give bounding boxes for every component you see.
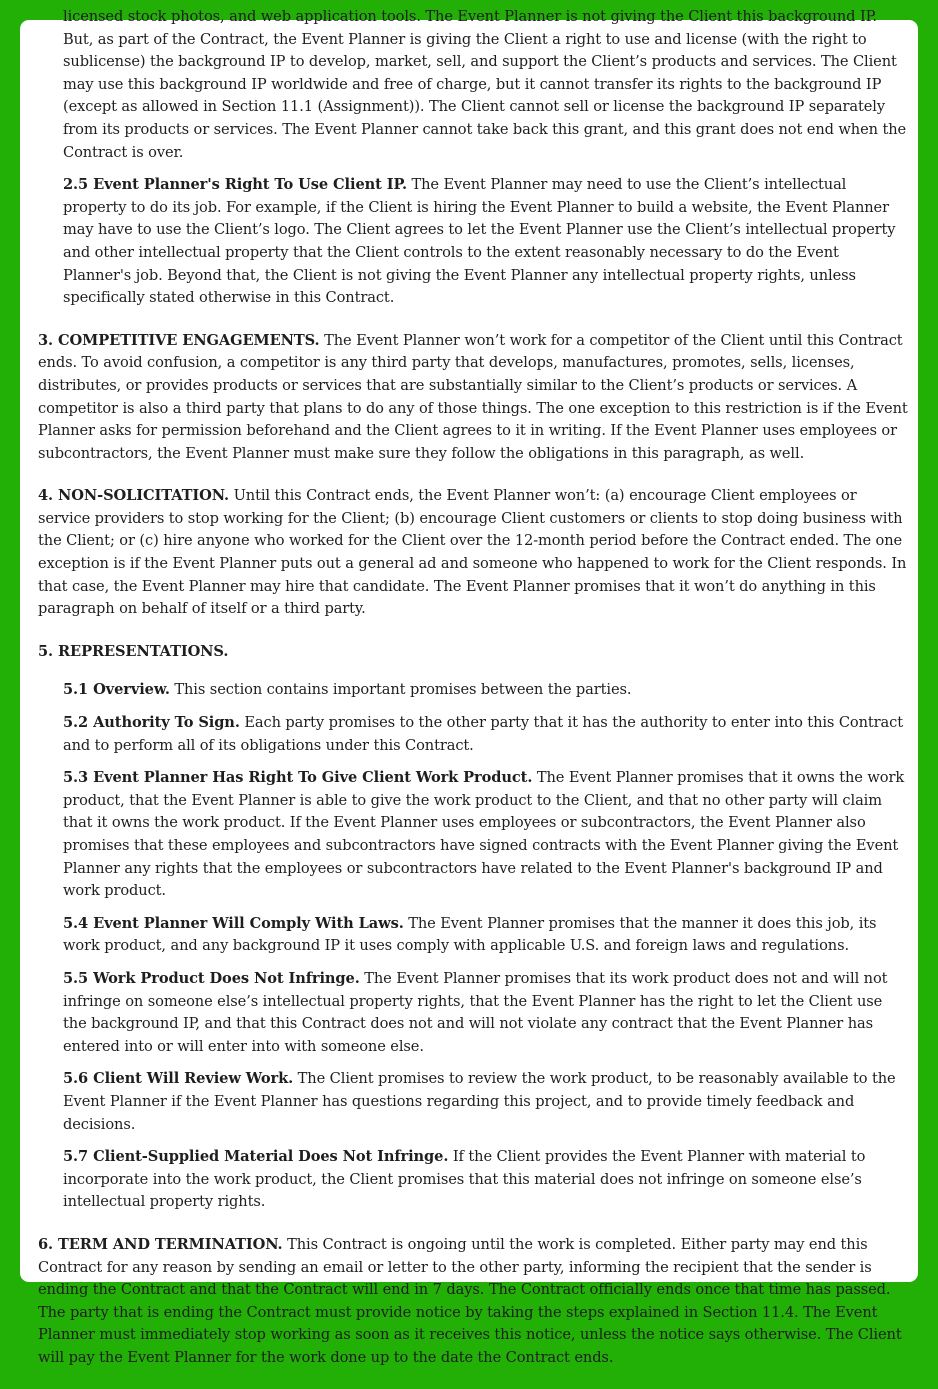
- section-5-1: [63, 679, 908, 702]
- section-3-heading: 3. COMPETITIVE ENGAGEMENTS.: [38, 331, 320, 349]
- section-5-6-text: The Client promises to review the work product, to be reasonably available to the Event Planner if the Event Planner has questions regarding this project, and to provide timely feedback and decisions.: [63, 1070, 896, 1133]
- section-2-5: [63, 174, 908, 310]
- section-5-5-text: The Event Planner promises that its work product does not and will not infringe on someone else’s intellectual property rights, that the Event Planner has the right to let the Client use the background IP, and that this Contract does not and will not violate any contract that the Event Planner has entered into or will enter into with someone else.: [63, 969, 888, 1055]
- section-3: [38, 330, 908, 466]
- section-5-7: [63, 1146, 908, 1214]
- continuation-paragraph: licensed stock photos, and web application tools. The Event Planner is not giving the Client this background IP. But, as part of the Contract, the Event Planner is giving the Client a right to use and license (with the right to sublicense) the background IP to develop, market, sell, and support the Client’s products and services. The Client may use this background IP worldwide and free of charge, but it cannot transfer its rights to the background IP (except as allowed in Section 11.1 (Assignment)). The Client cannot sell or license the background IP separately from its products or services. The Event Planner cannot take back this grant, and this grant does not end when the Contract is over.: [63, 8, 907, 161]
- document-body: [38, 6, 908, 1389]
- section-5-2-heading: 5.2 Authority To Sign.: [63, 714, 240, 732]
- section-6-text: This Contract is ongoing until the work is completed. Either party may end this Contract for any reason by sending an email or letter to the other party, informing the recipient that the sender is ending the Contract and that the Contract will end in 7 days. The Contract officially ends once that time has passed. The party that is ending the Contract must provide notice by taking the steps explained in Section 11.4. The Event Planner must immediately stop working as soon as it receives this notice, unless the notice says otherwise. The Client will pay the Event Planner for the work done up to the date the Contract ends.: [38, 1235, 902, 1366]
- section-5-5-heading: 5.5 Work Product Does Not Infringe.: [63, 969, 360, 987]
- section-4-text: Until this Contract ends, the Event Planner won’t: (a) encourage Client employees or service providers to stop working for the Client; (b) encourage Client customers or clients to stop doing business with the Client; or (c) hire anyone who worked for the Client over the 12-month period before the Contract ended. The one exception is if the Event Planner puts out a general ad and someone who happened to work for the Client responds. In that case, the Event Planner may hire that candidate. The Event Planner promises that it won’t do anything in this paragraph on behalf of itself or a third party.: [38, 487, 907, 618]
- section-5-heading: 5. REPRESENTATIONS.: [38, 642, 229, 660]
- section-5-3-text: The Event Planner promises that it owns the work product, that the Event Planner is able to give the work product to the Client, and that no other party will claim that it owns the work product. If the Event Planner uses employees or subcontractors, the Event Planner also promises that these employees and subcontractors have signed contracts with the Event Planner giving the Event Planner any rights that the employees or subcontractors have related to the Event Planner's background IP and work product.: [63, 769, 905, 900]
- section-4: [38, 485, 908, 621]
- section-5-6: [63, 1068, 908, 1136]
- section-5-7-text: If the Client provides the Event Planner with material to incorporate into the work product, the Client promises that this material does not infringe on someone else’s intellectual property rights.: [63, 1148, 866, 1211]
- section-5-2-text: Each party promises to the other party that it has the authority to enter into this Contract and to perform all of its obligations under this Contract.: [63, 714, 903, 754]
- section-6-heading: 6. TERM AND TERMINATION.: [38, 1235, 283, 1253]
- section-5-4-heading: 5.4 Event Planner Will Comply With Laws.: [63, 914, 404, 932]
- section-5-6-heading: 5.6 Client Will Review Work.: [63, 1070, 294, 1088]
- section-5-7-heading: 5.7 Client-Supplied Material Does Not Infringe.: [63, 1148, 449, 1166]
- section-5-5: [63, 968, 908, 1058]
- section-5-4-text: The Event Planner promises that the manner it does this job, its work product, and any background IP it uses comply with applicable U.S. and foreign laws and regulations.: [63, 914, 877, 955]
- section-5-4: [63, 913, 908, 958]
- document-page: [20, 8, 918, 1366]
- section-5-3: [63, 767, 908, 903]
- section-4-heading: 4. NON-SOLICITATION.: [38, 487, 230, 505]
- section-5: [38, 641, 908, 664]
- section-5-1-heading: 5.1 Overview.: [63, 681, 170, 699]
- section-6: [38, 1234, 908, 1370]
- section-2-5-heading: 2.5 Event Planner's Right To Use Client IP.: [63, 176, 407, 194]
- section-2-5-text: The Event Planner may need to use the Client’s intellectual property to do its job. For example, if the Client is hiring the Event Planner to build a website, the Event Planner may have to use the Client’s logo. The Client agrees to let the Event Planner use the Client’s intellectual property and other intellectual property that the Client controls to the extent reasonably necessary to do the Event Planner's job. Beyond that, the Client is not giving the Event Planner any intellectual property rights, unless specifically stated otherwise in this Contract.: [63, 176, 896, 307]
- section-5-3-heading: 5.3 Event Planner Has Right To Give Client Work Product.: [63, 769, 533, 787]
- section-3-text: The Event Planner won’t work for a competitor of the Client until this Contract ends. To avoid confusion, a competitor is any third party that develops, manufactures, promotes, sells, licenses, distributes, or provides products or services that are substantially similar to the Client’s products or services. A competitor is also a third party that plans to do any of those things. The one exception to this restriction is if the Event Planner asks for permission beforehand and the Client agrees to it in writing. If the Event Planner uses employees or subcontractors, the Event Planner must make sure they follow the obligations in this paragraph, as well.: [38, 331, 908, 462]
- section-5-1-text: This section contains important promises between the parties.: [174, 681, 632, 699]
- section-5-2: [63, 712, 908, 757]
